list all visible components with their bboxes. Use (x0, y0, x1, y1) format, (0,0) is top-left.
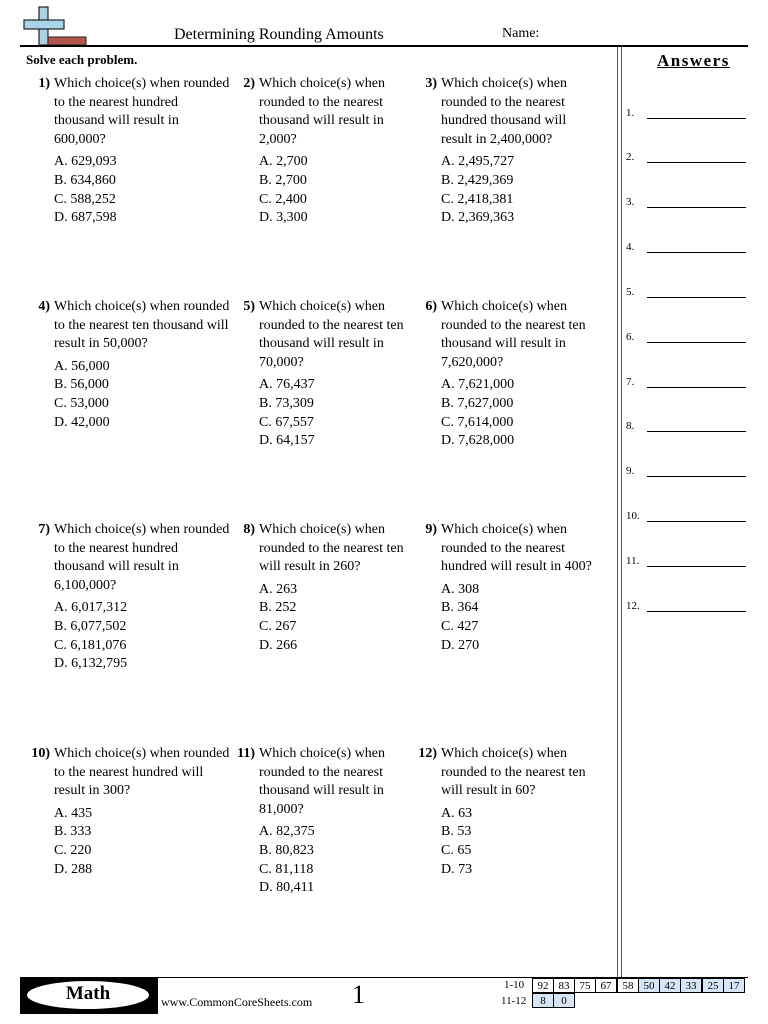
problem-10 (31, 745, 230, 879)
choice-c: C. 220 (54, 842, 92, 858)
score-row-label: 1-10 (504, 979, 525, 991)
choice-b: B. 56,000 (54, 377, 109, 393)
choice-c: C. 2,400 (259, 191, 307, 207)
choice-b: B. 2,700 (259, 172, 307, 188)
choice-d: D. 270 (441, 637, 480, 653)
choice-d: D. 2,369,363 (441, 210, 515, 226)
answer-row-4[interactable] (626, 241, 748, 257)
choice-d: D. 687,598 (54, 210, 117, 226)
choice-c: C. 65 (441, 842, 472, 858)
problem-number: 1) (38, 76, 50, 91)
choice-a: A. 7,621,000 (441, 377, 515, 393)
choice-b: B. 252 (259, 600, 297, 616)
choice-list (259, 823, 407, 897)
choice-d: D. 7,628,000 (441, 433, 515, 449)
answer-number: 6. (626, 331, 635, 343)
answer-number: 1. (626, 107, 635, 119)
answer-row-6[interactable] (626, 331, 748, 347)
choice-a: A. 82,375 (259, 824, 315, 840)
choice-c: C. 267 (259, 618, 297, 634)
answer-number: 12. (626, 600, 640, 612)
choice-d: D. 266 (259, 637, 298, 653)
problem-question: Which choice(s) when rounded to the nearest ten thousand will result in 50,000? (54, 299, 230, 352)
answer-blank[interactable] (647, 476, 746, 477)
problem-question: Which choice(s) when rounded to the nearest hundred thousand will result in 600,000? (54, 76, 230, 147)
page-number: 1 (352, 980, 365, 1009)
choice-a: A. 2,495,727 (441, 154, 515, 170)
answer-blank[interactable] (647, 252, 746, 253)
choice-b: B. 7,627,000 (441, 395, 514, 411)
answer-row-12[interactable] (626, 600, 748, 616)
problem-number: 5) (243, 299, 255, 314)
problem-7 (38, 521, 230, 674)
column-divider (617, 47, 618, 989)
answer-row-7[interactable] (626, 376, 748, 392)
header-rule (20, 45, 748, 47)
choice-a: A. 435 (54, 805, 93, 821)
answer-row-3[interactable] (626, 196, 748, 212)
choice-list (54, 153, 230, 227)
problem-number: 4) (38, 299, 50, 314)
column-divider (621, 47, 622, 989)
choice-c: C. 81,118 (259, 861, 314, 877)
choice-a: A. 63 (441, 805, 473, 821)
choice-b: B. 73,309 (259, 395, 314, 411)
choice-d: D. 6,132,795 (54, 656, 128, 672)
answer-blank[interactable] (647, 431, 746, 432)
problem-number: 11) (237, 746, 255, 761)
choice-list (441, 805, 605, 879)
answer-number: 5. (626, 286, 635, 298)
problem-4 (38, 298, 230, 432)
choice-d: D. 73 (441, 861, 473, 877)
problem-number: 10) (31, 746, 50, 761)
choice-b: B. 80,823 (259, 842, 314, 858)
problem-number: 3) (425, 76, 437, 91)
answer-number: 2. (626, 151, 635, 163)
answer-row-10[interactable] (626, 510, 748, 526)
choice-a: A. 2,700 (259, 154, 308, 170)
choice-a: A. 6,017,312 (54, 600, 128, 616)
choice-d: D. 64,157 (259, 433, 315, 449)
choice-a: A. 263 (259, 581, 298, 597)
problem-3 (425, 75, 591, 228)
problem-11 (237, 745, 407, 898)
problem-question: Which choice(s) when rounded to the nearest hundred thousand will result in 6,100,000? (54, 522, 230, 593)
score-cell: 8 (532, 993, 554, 1008)
choice-b: B. 6,077,502 (54, 618, 127, 634)
answer-blank[interactable] (647, 118, 746, 119)
math-badge-label: Math (65, 983, 111, 1004)
choice-a: A. 76,437 (259, 377, 315, 393)
problem-question: Which choice(s) when rounded to the nearest hundred thousand will result in 2,400,000? (441, 76, 567, 147)
problem-2 (243, 75, 407, 228)
problem-1 (38, 75, 230, 228)
choice-list (441, 153, 591, 227)
score-cell: 75 (574, 978, 596, 993)
choice-list (54, 358, 230, 432)
choice-c: C. 6,181,076 (54, 637, 127, 653)
answer-number: 10. (626, 510, 640, 522)
score-cell: 83 (553, 978, 575, 993)
answer-blank[interactable] (647, 611, 746, 612)
answer-row-5[interactable] (626, 286, 748, 302)
answer-row-1[interactable] (626, 107, 748, 123)
problem-question: Which choice(s) when rounded to the nearest hundred will result in 400? (441, 522, 592, 575)
score-cell: 17 (723, 978, 745, 993)
answer-row-2[interactable] (626, 151, 748, 167)
answer-number: 4. (626, 241, 635, 253)
score-cell: 92 (532, 978, 554, 993)
problem-6 (425, 298, 605, 451)
answer-number: 7. (626, 376, 635, 388)
answer-blank[interactable] (647, 162, 746, 163)
choice-b: B. 634,860 (54, 172, 116, 188)
answer-blank[interactable] (647, 207, 746, 208)
score-cell: 67 (595, 978, 617, 993)
choice-c: C. 427 (441, 618, 479, 634)
choice-c: C. 7,614,000 (441, 414, 514, 430)
problem-number: 8) (243, 522, 255, 537)
problem-number: 7) (38, 522, 50, 537)
problem-5 (243, 298, 407, 451)
choice-b: B. 53 (441, 824, 472, 840)
score-cell: 58 (617, 978, 639, 993)
answer-blank[interactable] (647, 387, 746, 388)
choice-c: C. 2,418,381 (441, 191, 514, 207)
choice-b: B. 2,429,369 (441, 172, 514, 188)
choice-a: A. 308 (441, 581, 480, 597)
problem-question: Which choice(s) when rounded to the nearest ten thousand will result in 7,620,000? (441, 299, 586, 370)
score-cell: 50 (638, 978, 660, 993)
answer-number: 9. (626, 465, 635, 477)
answer-row-9[interactable] (626, 465, 748, 481)
choice-c: C. 53,000 (54, 395, 109, 411)
answer-blank[interactable] (647, 521, 746, 522)
problem-number: 12) (418, 746, 437, 761)
answer-blank[interactable] (647, 342, 746, 343)
answer-blank[interactable] (647, 297, 746, 298)
choice-a: A. 56,000 (54, 358, 110, 374)
answer-row-8[interactable] (626, 420, 748, 436)
score-row-label: 11-12 (501, 995, 527, 1007)
choice-d: D. 42,000 (54, 414, 110, 430)
problem-question: Which choice(s) when rounded to the nearest ten will result in 260? (259, 522, 404, 575)
answer-number: 11. (626, 555, 640, 567)
choice-d: D. 288 (54, 861, 93, 877)
problem-number: 2) (243, 76, 255, 91)
answer-row-11[interactable] (626, 555, 748, 571)
problem-number: 6) (425, 299, 437, 314)
choice-list (441, 581, 611, 655)
answer-number: 3. (626, 196, 635, 208)
score-cell: 33 (680, 978, 702, 993)
choice-a: A. 629,093 (54, 154, 117, 170)
plus-logo-icon (22, 6, 88, 46)
problem-12 (418, 745, 605, 879)
choice-list (259, 581, 407, 655)
choice-list (441, 376, 605, 450)
choice-c: C. 67,557 (259, 414, 314, 430)
worksheet-title: Determining Rounding Amounts (174, 26, 384, 43)
answer-number: 8. (626, 420, 635, 432)
choice-list (259, 153, 407, 227)
choice-d: D. 3,300 (259, 210, 308, 226)
answers-title: Answers (657, 51, 730, 70)
website-link[interactable]: www.CommonCoreSheets.com (161, 995, 313, 1009)
problem-question: Which choice(s) when rounded to the nearest thousand will result in 81,000? (259, 746, 385, 817)
choice-list (259, 376, 407, 450)
problem-question: Which choice(s) when rounded to the nearest ten will result in 60? (441, 746, 586, 799)
problem-number: 9) (425, 522, 437, 537)
choice-list (54, 805, 230, 879)
choice-b: B. 364 (441, 600, 479, 616)
problem-9 (425, 521, 611, 655)
instructions: Solve each problem. (26, 52, 138, 67)
problem-8 (243, 521, 407, 655)
score-cell: 0 (553, 993, 575, 1008)
problem-question: Which choice(s) when rounded to the nearest ten thousand will result in 70,000? (259, 299, 404, 370)
score-cell: 25 (702, 978, 724, 993)
choice-d: D. 80,411 (259, 880, 315, 896)
choice-b: B. 333 (54, 824, 92, 840)
answer-blank[interactable] (647, 566, 746, 567)
choice-c: C. 588,252 (54, 191, 116, 207)
name-label: Name: (502, 26, 540, 41)
problem-question: Which choice(s) when rounded to the nearest hundred will result in 300? (54, 746, 230, 799)
problem-question: Which choice(s) when rounded to the nearest thousand will result in 2,000? (259, 76, 385, 147)
choice-list (54, 599, 230, 673)
score-cell: 42 (659, 978, 681, 993)
